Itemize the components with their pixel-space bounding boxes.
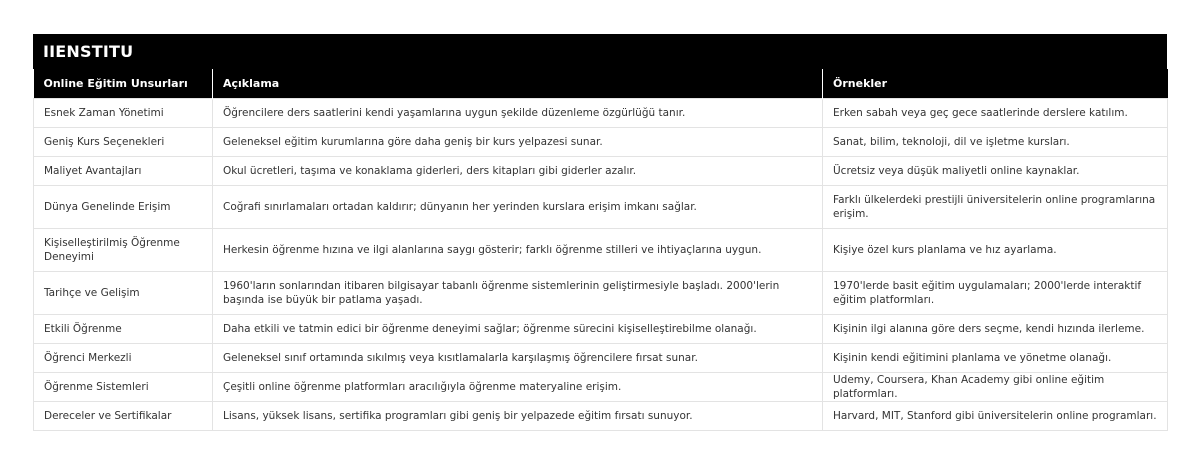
- cell-examples: Ücretsiz veya düşük maliyetli online kaynaklar.: [823, 157, 1168, 186]
- column-header-element: Online Eğitim Unsurları: [34, 69, 213, 99]
- cell-examples: 1970'lerde basit eğitim uygulamaları; 2000'lerde interaktif eğitim platformları.: [823, 272, 1168, 315]
- table-row: [34, 229, 1168, 272]
- cell-description: Okul ücretleri, taşıma ve konaklama giderleri, ders kitapları gibi giderler azalır.: [213, 157, 823, 186]
- column-header-description: Açıklama: [213, 69, 823, 99]
- brand-header: [33, 34, 1167, 69]
- cell-examples: Harvard, MIT, Stanford gibi üniversitelerin online programları.: [823, 402, 1168, 431]
- cell-description: Daha etkili ve tatmin edici bir öğrenme deneyimi sağlar; öğrenme sürecini kişiselleştirebilme olanağı.: [213, 315, 823, 344]
- cell-element: Dereceler ve Sertifikalar: [34, 402, 213, 431]
- cell-element: Tarihçe ve Gelişim: [34, 272, 213, 315]
- table-header-row: [34, 69, 1168, 99]
- cell-description: Herkesin öğrenme hızına ve ilgi alanlarına saygı gösterir; farklı öğrenme stilleri ve ihtiyaçlarına uygun.: [213, 229, 823, 272]
- table-row: [34, 157, 1168, 186]
- table-row: [34, 344, 1168, 373]
- cell-examples: Udemy, Coursera, Khan Academy gibi online eğitim platformları.: [823, 373, 1168, 402]
- table-row: [34, 373, 1168, 402]
- cell-element: Dünya Genelinde Erişim: [34, 186, 213, 229]
- cell-element: Maliyet Avantajları: [34, 157, 213, 186]
- table-row: [34, 315, 1168, 344]
- cell-description: 1960'ların sonlarından itibaren bilgisayar tabanlı öğrenme sistemlerinin geliştirmesiyle başladı. 2000'lerin başında ise büyük bir patlama yaşadı.: [213, 272, 823, 315]
- cell-examples: Kişiye özel kurs planlama ve hız ayarlama.: [823, 229, 1168, 272]
- table-row: [34, 128, 1168, 157]
- brand-logo-text: IIENSTITU: [43, 42, 134, 61]
- table-header: [34, 69, 1168, 99]
- cell-element: Öğrenci Merkezli: [34, 344, 213, 373]
- cell-description: Öğrencilere ders saatlerini kendi yaşamlarına uygun şekilde düzenleme özgürlüğü tanır.: [213, 99, 823, 128]
- cell-examples: Kişinin ilgi alanına göre ders seçme, kendi hızında ilerleme.: [823, 315, 1168, 344]
- cell-description: Geleneksel eğitim kurumlarına göre daha geniş bir kurs yelpazesi sunar.: [213, 128, 823, 157]
- cell-element: Etkili Öğrenme: [34, 315, 213, 344]
- cell-element: Geniş Kurs Seçenekleri: [34, 128, 213, 157]
- table-row: [34, 186, 1168, 229]
- table-body: [34, 99, 1168, 431]
- cell-element: Öğrenme Sistemleri: [34, 373, 213, 402]
- cell-element: Kişiselleştirilmiş Öğrenme Deneyimi: [34, 229, 213, 272]
- content-table-block: [33, 34, 1167, 431]
- table-row: [34, 402, 1168, 431]
- table-row: [34, 99, 1168, 128]
- table-row: [34, 272, 1168, 315]
- cell-description: Çeşitli online öğrenme platformları aracılığıyla öğrenme materyaline erişim.: [213, 373, 823, 402]
- cell-examples: Sanat, bilim, teknoloji, dil ve işletme kursları.: [823, 128, 1168, 157]
- online-education-table: [33, 69, 1168, 431]
- cell-examples: Erken sabah veya geç gece saatlerinde derslere katılım.: [823, 99, 1168, 128]
- cell-description: Lisans, yüksek lisans, sertifika programları gibi geniş bir yelpazede eğitim fırsatı sunuyor.: [213, 402, 823, 431]
- cell-description: Geleneksel sınıf ortamında sıkılmış veya kısıtlamalarla karşılaşmış öğrencilere fırsat sunar.: [213, 344, 823, 373]
- cell-element: Esnek Zaman Yönetimi: [34, 99, 213, 128]
- cell-examples: Kişinin kendi eğitimini planlama ve yönetme olanağı.: [823, 344, 1168, 373]
- cell-examples: Farklı ülkelerdeki prestijli üniversitelerin online programlarına erişim.: [823, 186, 1168, 229]
- cell-description: Coğrafi sınırlamaları ortadan kaldırır; dünyanın her yerinden kurslara erişim imkanı sağlar.: [213, 186, 823, 229]
- column-header-examples: Örnekler: [823, 69, 1168, 99]
